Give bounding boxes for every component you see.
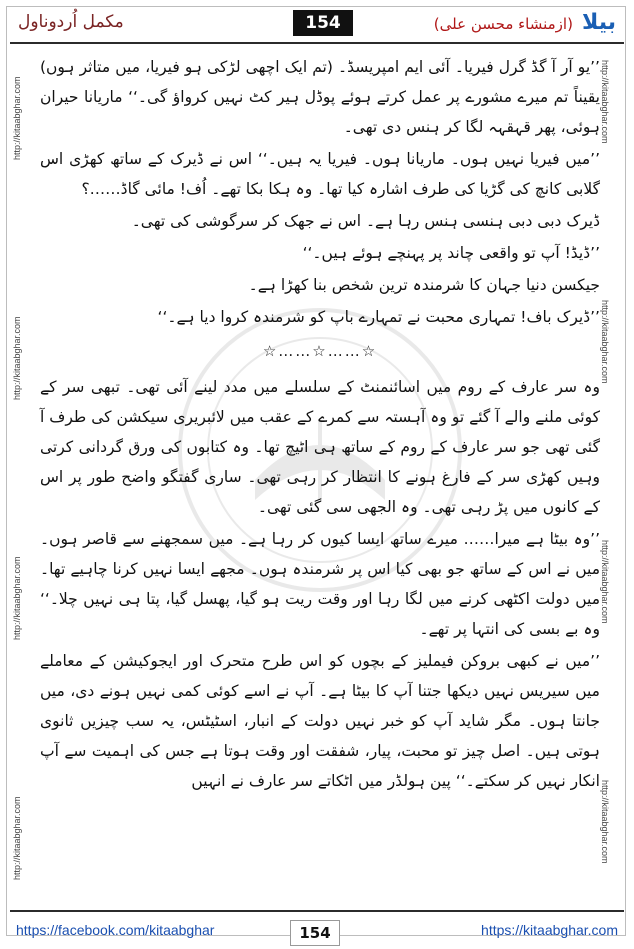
website-link[interactable]: https://kitaabghar.com — [481, 922, 618, 938]
side-url-right: http://kitaabghar.com — [600, 300, 610, 384]
novel-title: بیلا — [582, 10, 616, 35]
header-page-number: 154 — [293, 10, 353, 36]
paragraph: وہ سر عارف کے روم میں اسائنمنٹ کے سلسلے میں مدد لینے آئی تھی۔ تبھی سر کے کوئی ملنے والے آ گئے تو وہ آہستہ سے کمرے کے عقب میں لائبریری سیکشن کی طرف آ گئی تھی جو سر عارف کے روم کے ساتھ ہی اٹیچ تھا۔ وہ کتابوں کی ورق گردانی کرتی وہیں کھڑی سر کے فارغ ہونے کا انتظار کر رہی تھی۔ ساری گفتگو واضح طور پر اس کے کانوں میں پڑ رہی تھی۔ وہ الجھی سی گئی تھی۔ — [40, 378, 600, 516]
footer-page-number: 154 — [290, 920, 340, 946]
side-url-right: http://kitaabghar.com — [600, 60, 610, 144]
novel-title-block — [434, 10, 616, 35]
side-url-left: http://kitaabghar.com — [12, 316, 22, 400]
side-url-right: http://kitaabghar.com — [600, 780, 610, 864]
paragraph: ’’میں نے کبھی بروکن فیملیز کے بچوں کو اس طرح متحرک اور ایجوکیشن کے معاملے میں سیریس نہیں دیکھا جتنا آپ کا بیٹا ہے۔ آپ نے اسے کوئی کمی نہیں ہونے دی، میں جانتا ہوں۔ مگر شاید آپ کو خبر نہیں دولت کے انبار، اسٹیٹس، یہ سب چیزیں ثانوی ہوتی ہیں۔ اصل چیز تو محبت، پیار، شفقت اور وقت ہوتا ہے جس کی اہمیت سے آپ انکار نہیں کر سکتے۔‘‘ پین ہولڈر میں اٹکاتے سر عارف نے انہیں — [40, 652, 600, 790]
paragraph: ’’وہ بیٹا ہے میرا…… میرے ساتھ ایسا کیوں کر رہا ہے۔ میں سمجھنے سے قاصر ہوں۔ میں نے اس کے ساتھ جو بھی کیا اس پر شرمندہ ہوں۔ مجھے ایسا نہیں کرنا چاہیے تھا۔ میں دولت اکٹھی کرنے میں لگا رہا اور وقت ریت ہو گیا، پھسل گیا، پتا ہی نہیں چلا۔‘‘ وہ بے بسی کی انتہا پر تھے۔ — [40, 530, 600, 638]
section-separator: ☆……☆……☆ — [262, 342, 378, 360]
paragraph: ’’ڈیرک باف! تمہاری محبت نے تمہارے باپ کو شرمندہ کروا دیا ہے۔‘‘ — [157, 308, 600, 326]
series-label: مکمل اُردوناول — [18, 12, 124, 32]
side-url-right: http://kitaabghar.com — [600, 540, 610, 624]
paragraph: ’’ڈیڈ! آپ تو واقعی چاند پر پہنچے ہوئے ہیں۔‘‘ — [302, 244, 600, 262]
paragraph: ’’میں فیریا نہیں ہوں۔ ماریانا ہوں۔ فیریا یہ ہیں۔‘‘ اس نے ڈیرک کے ساتھ کھڑی اس گلابی کانچ کی گڑیا کی طرف اشارہ کیا تھا۔ وہ ہکا بکا تھے۔ اُف! مائی گاڈ……؟ — [40, 150, 600, 198]
facebook-link[interactable]: https://facebook.com/kitaabghar — [16, 922, 215, 938]
side-url-left: http://kitaabghar.com — [12, 796, 22, 880]
author-name: (ازمنشاء محسن علی) — [433, 15, 573, 33]
paragraph: جیکسن دنیا جہان کا شرمندہ ترین شخص بنا کھڑا ہے۔ — [248, 276, 600, 294]
paragraph: ’’یو آر آ گڈ گرل فیریا۔ آئی ایم امپریسڈ۔ (تم ایک اچھی لڑکی ہو فیریا، میں متاثر ہوں) یقیناً تم میرے مشورے پر عمل کرتے ہوئے پوڈل ہیر کٹ نہیں کرواؤ گی۔‘‘ ماریانا حیران ہوئی، پھر قہقہہ لگا کر ہنس دی تھی۔ — [40, 58, 600, 136]
story-body — [40, 52, 600, 798]
page-header — [10, 6, 624, 44]
paragraph: ڈیرک دبی دبی ہنسی ہنس رہا ہے۔ اس نے جھک کر سرگوشی کی تھی۔ — [131, 212, 600, 230]
side-url-left: http://kitaabghar.com — [12, 556, 22, 640]
side-url-left: http://kitaabghar.com — [12, 76, 22, 160]
page-footer — [10, 910, 624, 948]
